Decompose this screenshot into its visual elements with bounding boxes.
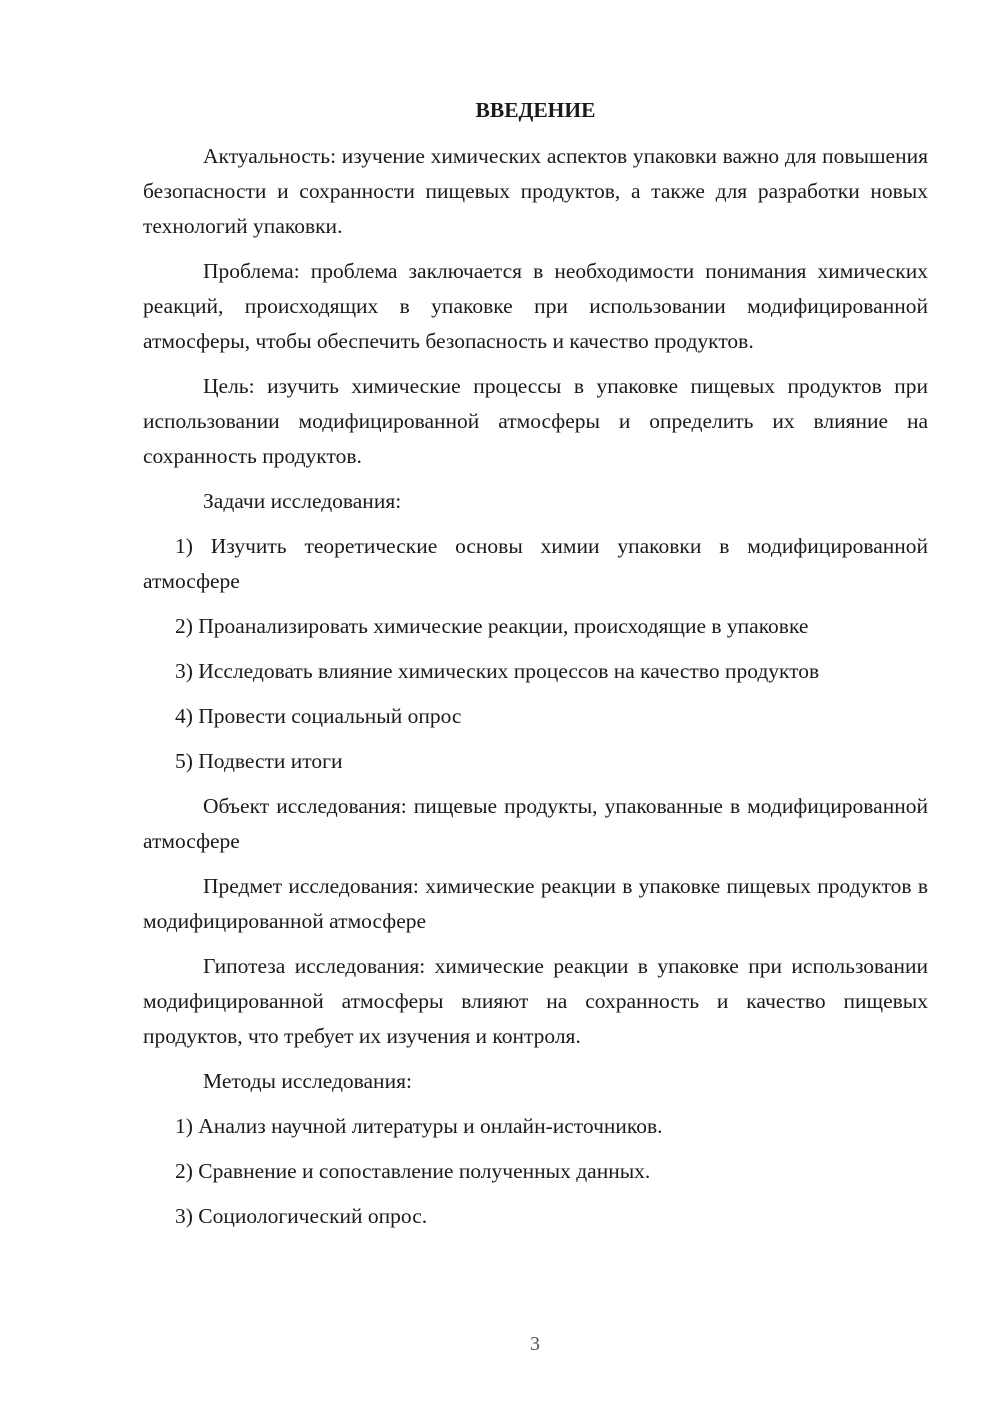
subject-paragraph: Предмет исследования: химические реакции в упаковке пищевых продуктов в модифицированной атмосфере — [143, 874, 928, 933]
methods-title: Методы исследования: — [203, 1069, 412, 1093]
method-item: 1) Анализ научной литературы и онлайн-источников. — [175, 1114, 663, 1138]
page-number: 3 — [530, 1333, 540, 1355]
object-paragraph: Объект исследования: пищевые продукты, упакованные в модифицированной атмосфере — [143, 794, 928, 853]
tasks-title: Задачи исследования: — [203, 489, 402, 513]
task-item: 4) Провести социальный опрос — [175, 704, 462, 728]
task-item: 1) Изучить теоретические основы химии упаковки в модифицированной атмосфере — [143, 534, 928, 593]
relevance-paragraph: Актуальность: изучение химических аспектов упаковки важно для повышения безопасности и сохранности пищевых продуктов, а также для разработки новых технологий упаковки. — [143, 144, 928, 238]
document-body — [143, 95, 928, 1244]
hypothesis-paragraph: Гипотеза исследования: химические реакции в упаковке при использовании модифицированной атмосферы влияют на сохранность и качество пищевых продуктов, что требует их изучения и контроля. — [143, 954, 928, 1048]
task-item: 2) Проанализировать химические реакции, происходящие в упаковке — [175, 614, 809, 638]
method-item: 2) Сравнение и сопоставление полученных данных. — [175, 1159, 651, 1183]
problem-paragraph: Проблема: проблема заключается в необходимости понимания химических реакций, происходящих в упаковке при использовании модифицированной атмосферы, чтобы обеспечить безопасность и качество продуктов. — [143, 259, 928, 353]
task-item: 5) Подвести итоги — [175, 749, 343, 773]
goal-paragraph: Цель: изучить химические процессы в упаковке пищевых продуктов при использовании модифицированной атмосферы и определить их влияние на сохранность продуктов. — [143, 374, 928, 468]
section-heading: ВВЕДЕНИЕ — [475, 98, 596, 122]
method-item: 3) Социологический опрос. — [175, 1204, 428, 1228]
task-item: 3) Исследовать влияние химических процессов на качество продуктов — [175, 659, 820, 683]
